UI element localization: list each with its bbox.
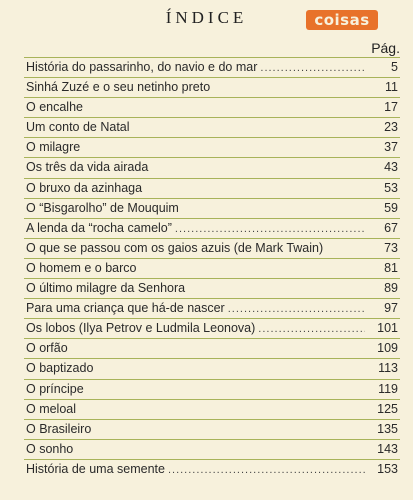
toc-entry-page: 53 [384, 180, 398, 195]
toc-entry-title: História de uma semente [26, 461, 165, 476]
toc-entry [24, 218, 400, 238]
toc-entry-title: Um conto de Natal [26, 120, 130, 135]
dot-leader [175, 221, 365, 238]
toc-entry-page: 23 [384, 120, 398, 135]
toc-entry-page: 81 [384, 260, 398, 275]
toc-entry [24, 318, 400, 338]
toc-entry [24, 298, 400, 318]
rule-line [24, 258, 400, 259]
rule-line [24, 419, 400, 420]
page-column-label: Pág. [371, 40, 400, 56]
toc-entry [24, 399, 400, 419]
toc-entry [24, 419, 400, 439]
toc-entry-title: O homem e o barco [26, 260, 137, 275]
toc-entry [24, 379, 400, 399]
toc-entry-title: Para uma criança que há-de nascer [26, 301, 225, 316]
toc-entry-title: O bruxo da azinhaga [26, 180, 143, 195]
rule-line [24, 399, 400, 400]
toc-entry-title: O que se passou com os gaios azuis (de Mark Twain) [26, 240, 324, 255]
rule-line [24, 97, 400, 98]
rule-line [24, 77, 400, 78]
toc-entry-page: 17 [384, 100, 398, 115]
toc-entry [24, 117, 400, 137]
toc-entry-title: Os lobos (Ilya Petrov e Ludmila Leonova) [26, 321, 256, 336]
toc-entry-title: A lenda da “rocha camelo” [26, 220, 172, 235]
toc-entry-page: 113 [378, 361, 398, 376]
rule-line [24, 137, 400, 138]
rule-line [24, 178, 400, 179]
toc-entry-page: 135 [377, 421, 398, 436]
toc-entry-page: 125 [377, 401, 398, 416]
toc-entry [24, 439, 400, 459]
toc-entry-title: O sonho [26, 441, 74, 456]
toc-entry [24, 198, 400, 218]
toc-entry [24, 157, 400, 177]
rule-line [24, 318, 400, 319]
toc-entry [24, 97, 400, 117]
rule-line [24, 238, 400, 239]
toc-entry-page: 119 [378, 381, 398, 396]
toc-entry-page: 43 [384, 160, 398, 175]
toc-entry-page: 89 [384, 281, 398, 296]
rule-line [24, 379, 400, 380]
toc-entry [24, 358, 400, 378]
toc-entry-title: O Brasileiro [26, 421, 92, 436]
rule-line [24, 198, 400, 199]
rule-line [24, 57, 400, 58]
toc-entry [24, 258, 400, 278]
table-of-contents [24, 57, 400, 479]
rule-line [24, 338, 400, 339]
toc-entry [24, 238, 400, 258]
rule-line [24, 298, 400, 299]
rule-line [24, 358, 400, 359]
toc-entry-title: O orfão [26, 341, 68, 356]
toc-entry [24, 77, 400, 97]
rule-line [24, 439, 400, 440]
rule-line [24, 157, 400, 158]
rule-line [24, 218, 400, 219]
rule-line [24, 117, 400, 118]
toc-entry-page: 5 [391, 60, 398, 74]
toc-entry-page: 153 [377, 461, 398, 476]
toc-entry-title: O último milagre da Senhora [26, 281, 186, 296]
toc-entry [24, 137, 400, 157]
dot-leader [258, 321, 365, 338]
toc-entry-page: 59 [384, 200, 398, 215]
toc-entry-title: História do passarinho, do navio e do mar [26, 60, 258, 74]
toc-entry-page: 109 [377, 341, 398, 356]
toc-entry-title: O milagre [26, 140, 81, 155]
toc-entry-title: Sinhá Zuzé e o seu netinho preto [26, 80, 211, 95]
toc-entry-title: O baptizado [26, 361, 94, 376]
toc-entry-page: 37 [384, 140, 398, 155]
toc-entry-title: O “Bisgarolho” de Mouquim [26, 200, 179, 215]
toc-entry [24, 278, 400, 298]
rule-line [24, 459, 400, 460]
toc-entry-page: 143 [377, 441, 398, 456]
toc-entry-title: O meloal [26, 401, 77, 416]
coisas-logo: coisas [306, 10, 378, 30]
toc-entry-title: O príncipe [26, 381, 84, 396]
rule-line [24, 278, 400, 279]
toc-entry-page: 11 [385, 80, 398, 95]
toc-entry-page: 73 [384, 240, 398, 255]
toc-entry [24, 178, 400, 198]
toc-entry [24, 459, 400, 479]
toc-entry-page: 67 [384, 220, 398, 235]
toc-entry [24, 57, 400, 77]
toc-entry-title: Os três da vida airada [26, 160, 149, 175]
dot-leader [260, 60, 365, 77]
toc-entry-page: 97 [384, 301, 398, 316]
page-title: ÍNDICE [165, 8, 248, 27]
dot-leader [228, 301, 365, 318]
toc-entry-title: O encalhe [26, 100, 83, 115]
toc-entry-page: 101 [377, 321, 398, 336]
toc-entry [24, 338, 400, 358]
dot-leader [168, 462, 365, 479]
